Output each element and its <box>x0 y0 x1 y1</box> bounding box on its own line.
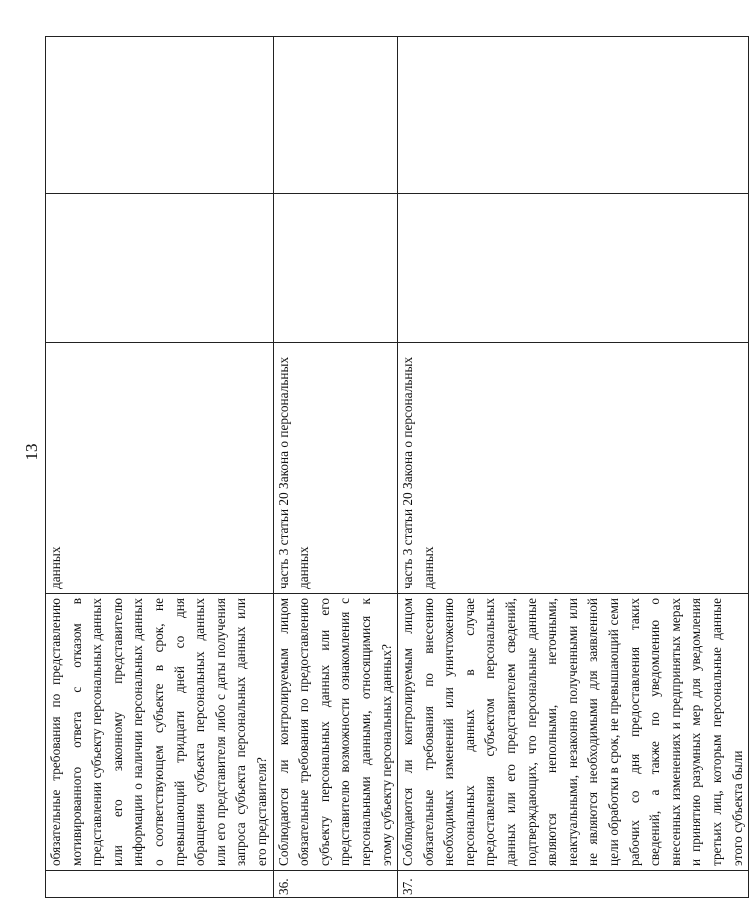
page-number: 13 <box>22 443 41 461</box>
empty-cell <box>398 194 749 343</box>
empty-cell <box>46 194 274 343</box>
checklist-table-container <box>45 38 745 898</box>
question-cell: Соблюдаются ли контролируемым лицом обязательные требования по предоставлению субъекту персональных данных или его представителю возможности ознакомления с персональными данными, относящимися к этому субъекту персональных данных? <box>273 594 398 871</box>
question-cell: обязательные требования по представлению мотивированного ответа с отказом в представлении субъекту персональных данных или его законному представителю информации о наличии персональных данных о соответствующем субъекте в срок, не превышающий тридцати дней со дня обращения субъекта персональных данных или его представителя либо с даты получения запроса субъекта персональных данных или его представителя? <box>46 594 274 871</box>
empty-cell <box>398 37 749 194</box>
row-number <box>46 871 274 898</box>
legal-reference-cell: часть 3 статьи 20 Закона о персональных данных <box>398 343 749 594</box>
row-number: 36. <box>273 871 398 898</box>
empty-cell <box>46 37 274 194</box>
checklist-table <box>45 36 749 898</box>
empty-cell <box>273 194 398 343</box>
table-row <box>46 37 274 898</box>
empty-cell <box>273 37 398 194</box>
legal-reference-cell: данных <box>46 343 274 594</box>
legal-reference-cell: часть 3 статьи 20 Закона о персональных данных <box>273 343 398 594</box>
table-row <box>273 37 398 898</box>
question-cell: Соблюдаются ли контролируемым лицом обязательные требования по внесению необходимых изменений или уничтожению персональных данных в случае предоставления субъектом персональных данных или его представителем сведений, подтверждающих, что персональные данные являются неполными, неточными, неактуальными, незаконно полученными или не являются необходимыми для заявленной цели обработки в срок, не превышающий семи рабочих со дня предоставления таких сведений, а также по уведомлению о внесенных изменениях и предпринятых мерах и принятию разумных мер для уведомления третьих лиц, которым персональные данные этого субъекта были <box>398 594 749 871</box>
table-row <box>398 37 749 898</box>
row-number: 37. <box>398 871 749 898</box>
